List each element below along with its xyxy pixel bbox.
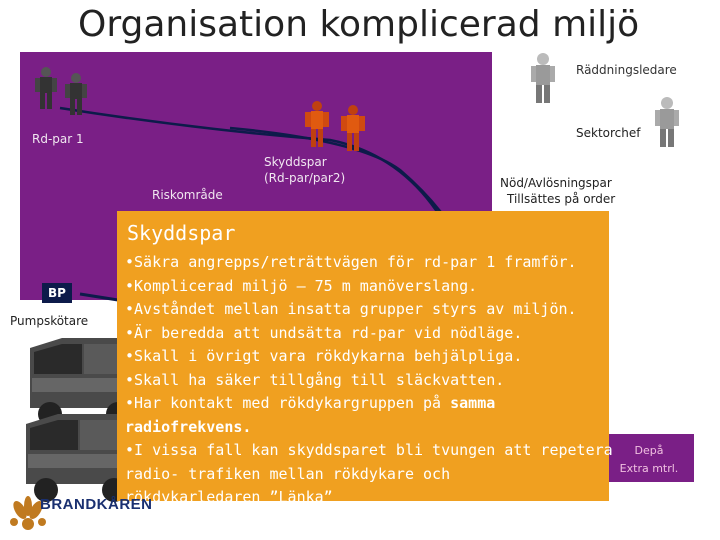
sektorchef-figure: [652, 96, 682, 148]
raddningsledare-figure: [528, 52, 558, 104]
callout-bullet: •Är beredda att undsätta rd-par vid nödläge.: [125, 323, 523, 342]
slide-title: Organisation komplicerad miljö: [78, 4, 640, 45]
callout-bullet: •Komplicerad miljö – 75 m manöverslang.: [125, 276, 478, 295]
callout-bullet: [125, 416, 613, 440]
depot-label: Depå: [634, 444, 664, 457]
hose-line-3: [80, 294, 118, 300]
firefighter-figure-2: [62, 72, 90, 116]
label-riskomrade: Riskområde: [152, 188, 223, 202]
callout-bullet: [125, 392, 613, 416]
callout-heading: Skyddspar: [127, 221, 236, 245]
depot-extra-label: Extra mtrl.: [619, 462, 679, 475]
logo-text: BRANDKÅREN: [40, 496, 153, 513]
callout-bullet: •Avståndet mellan insatta grupper styrs av miljön.: [125, 300, 577, 318]
callout-bullet-bold: radiofrekvens.: [125, 417, 252, 436]
callout-bullet: •Skall i övrigt vara rökdykarna behjälpliga.: [125, 347, 523, 365]
callout-bold-word: samma: [450, 394, 496, 412]
label-pumpskotare: Pumpskötare: [10, 314, 89, 328]
callout-bullet: rökdykarledaren ”Länka”: [125, 488, 333, 506]
label-rd-par-1: Rd-par 1: [32, 132, 84, 146]
label-nod-avlosningspar: Nöd/Avlösningspar: [500, 176, 612, 190]
callout-bullet-list: [125, 251, 613, 510]
skyddspar-figure-1: [302, 100, 332, 148]
callout-bullet: •I vissa fall kan skyddsparet bli tvungen att repetera: [125, 441, 613, 459]
skyddspar-callout: [117, 211, 613, 506]
callout-bullet: •Säkra angrepps/reträttvägen för rd-par 1 framför.: [125, 253, 577, 271]
depot-box: [604, 434, 694, 482]
label-raddningsledare: Räddningsledare: [576, 63, 677, 77]
label-skyddspar-sub: (Rd-par/par2): [264, 171, 346, 185]
label-skyddspar: Skyddspar: [264, 155, 327, 169]
callout-bullet: •Skall ha säker tillgång till släckvatten.: [125, 370, 505, 389]
skyddspar-figure-2: [338, 104, 368, 152]
callout-bullet: radio- trafiken mellan rökdykare och: [125, 464, 451, 483]
label-tillsattes-pa-order: Tillsättes på order: [507, 192, 616, 206]
label-sektorchef: Sektorchef: [576, 126, 641, 140]
firefighter-figure-1: [32, 66, 60, 110]
callout-bullet-text: •Har kontakt med rökdykargruppen på: [125, 394, 442, 412]
bp-box: BP: [42, 283, 72, 303]
